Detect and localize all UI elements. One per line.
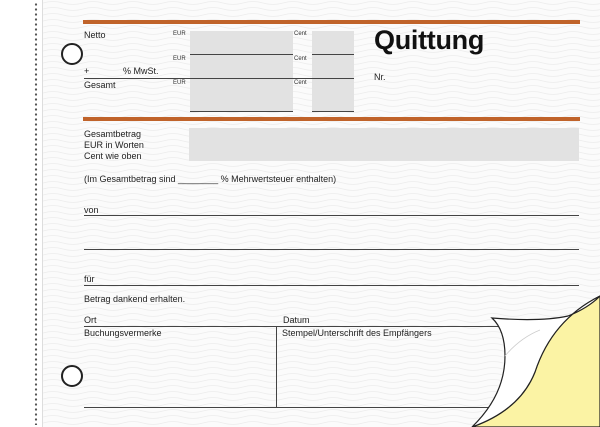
von-label: von [84, 205, 99, 215]
thanks-text: Betrag dankend erhalten. [84, 294, 186, 304]
ort-label: Ort [84, 315, 97, 325]
receipt-title: Quittung [374, 25, 485, 55]
plus-sign: + [84, 66, 90, 76]
nr-label: Nr. [374, 72, 386, 82]
eur-in-worten-label: EUR in Worten [84, 140, 144, 150]
cent-wie-oben-label: Cent wie oben [84, 151, 142, 161]
cent-label-1: Cent [294, 31, 307, 37]
vat-note: (Im Gesamtbetrag sind ________ % Mehrwertsteuer enthalten) [84, 174, 337, 184]
mwst-label: % MwSt. [123, 66, 159, 76]
gesamt-label: Gesamt [84, 80, 116, 90]
cent-label-2: Cent [294, 56, 307, 62]
gesamtbetrag-label: Gesamtbetrag [84, 129, 142, 139]
buchungsvermerke-label: Buchungsvermerke [84, 328, 162, 338]
netto-label: Netto [84, 30, 106, 40]
eur-label-1: EUR [173, 31, 186, 37]
datum-label: Datum [283, 315, 310, 325]
eur-label-3: EUR [173, 80, 186, 86]
eur-label-2: EUR [173, 56, 186, 62]
stempel-unterschrift-label: Stempel/Unterschrift des Empfängers [282, 328, 432, 338]
fuer-label: für [84, 274, 95, 284]
cent-label-3: Cent [294, 80, 307, 86]
